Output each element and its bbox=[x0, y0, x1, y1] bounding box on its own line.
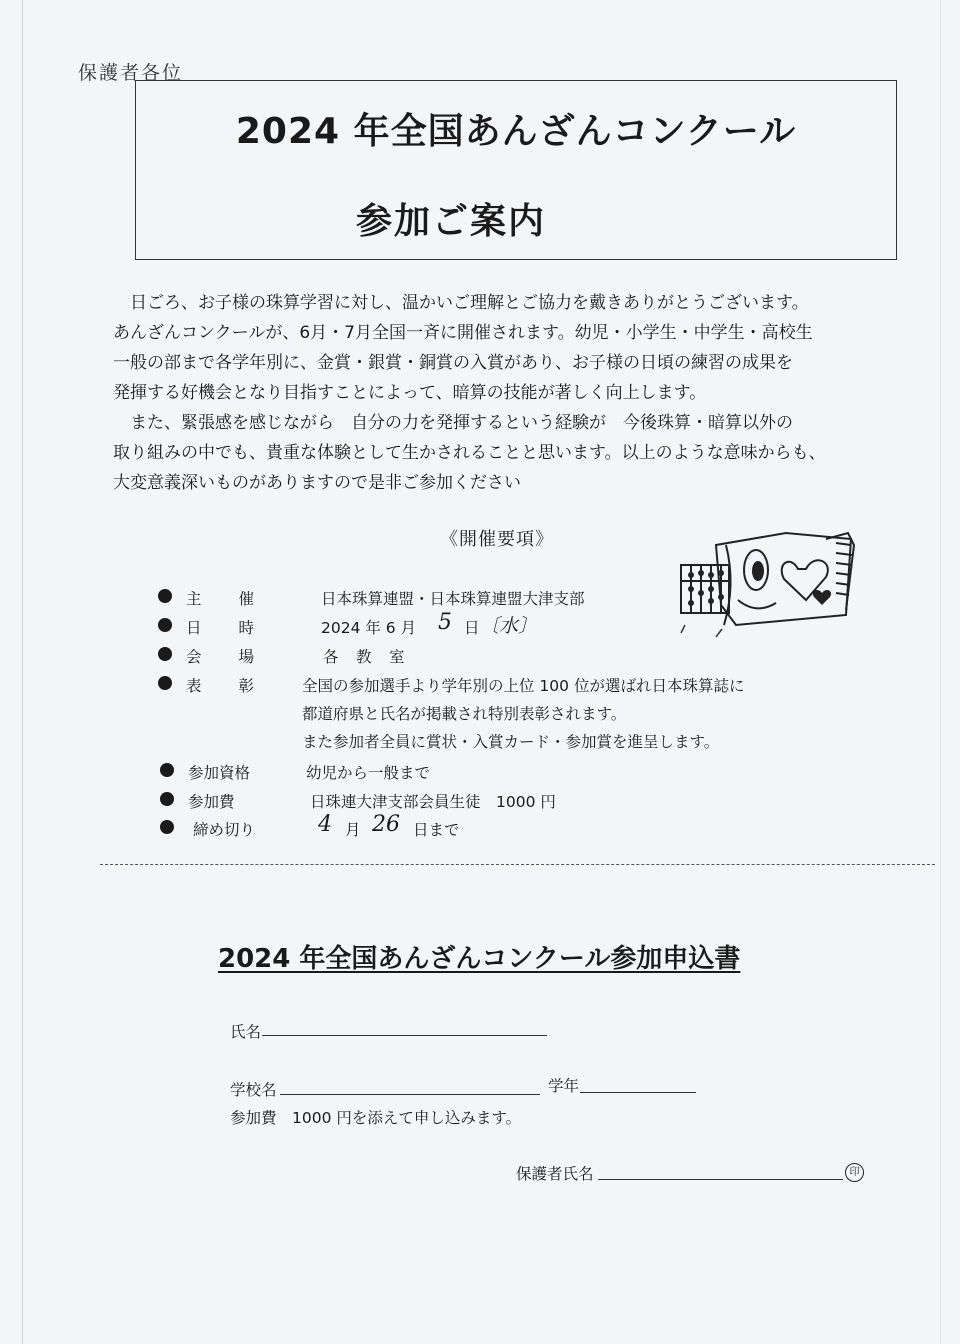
detail-eligibility bbox=[160, 761, 760, 785]
detail-value: 幼児から一般まで bbox=[306, 764, 431, 782]
bullet-icon bbox=[160, 792, 174, 806]
cut-line bbox=[100, 864, 935, 865]
guardian-field[interactable] bbox=[598, 1179, 843, 1180]
grade-field[interactable] bbox=[580, 1092, 696, 1093]
detail-value: 全国の参加選手より学年別の上位 100 位が選ばれ日本珠算誌に bbox=[302, 677, 745, 695]
name-field[interactable] bbox=[262, 1035, 547, 1036]
deadline-day-unit: 日まで bbox=[413, 821, 460, 839]
form-title: 2024 年全国あんざんコンクール参加申込書 bbox=[218, 944, 741, 974]
intro-line: 取り組みの中でも、貴重な体験として生かされることと思います。以上のような意味からも、 bbox=[113, 443, 826, 463]
page-edge bbox=[22, 0, 23, 1344]
fee-note: 参加費 1000 円を添えて申し込みます。 bbox=[230, 1109, 522, 1127]
page-edge bbox=[940, 0, 941, 1344]
details-heading: 《開催要項》 bbox=[440, 529, 554, 550]
bullet-icon bbox=[158, 676, 172, 690]
seal-mark: 印 bbox=[845, 1163, 864, 1182]
bullet-icon bbox=[160, 820, 174, 834]
detail-date bbox=[158, 610, 758, 642]
detail-organizer bbox=[158, 587, 758, 611]
detail-venue bbox=[158, 645, 758, 669]
grade-label: 学年 bbox=[548, 1077, 580, 1095]
intro-line: 大変意義深いものがありますので是非ご参加ください bbox=[113, 473, 521, 493]
award-line: 都道府県と氏名が掲載され特別表彰されます。 bbox=[302, 705, 627, 723]
detail-label: 参加費 bbox=[188, 793, 235, 811]
day-unit: 日 bbox=[464, 619, 480, 637]
bullet-icon bbox=[158, 589, 172, 603]
detail-value: 各 教 室 bbox=[323, 648, 406, 666]
detail-value: 2024 年 6 月 bbox=[321, 619, 417, 637]
handwritten-deadline-day: 26 bbox=[372, 812, 400, 837]
guardian-label: 保護者氏名 bbox=[516, 1165, 594, 1183]
intro-line: 日ごろ、お子様の珠算学習に対し、温かいご理解とご協力を戴きありがとうございます。 bbox=[113, 293, 809, 313]
detail-label: 表 彰 bbox=[186, 677, 257, 695]
page-title: 2024 年全国あんざんコンクール bbox=[235, 111, 797, 152]
school-label: 学校名 bbox=[230, 1081, 277, 1099]
intro-line: あんざんコンクールが、6月・7月全国一斉に開催されます。幼児・小学生・中学生・高校生 bbox=[113, 323, 813, 343]
detail-value: 日珠連大津支部会員生徒 1000 円 bbox=[310, 793, 556, 811]
bullet-icon bbox=[158, 618, 172, 632]
award-line: また参加者全員に賞状・入賞カード・参加賞を進呈します。 bbox=[302, 733, 720, 751]
bullet-icon bbox=[160, 763, 174, 777]
addressee: 保護者各位 bbox=[78, 62, 184, 84]
detail-award bbox=[158, 674, 818, 698]
detail-label: 会 場 bbox=[186, 648, 257, 666]
handwritten-day: 5 bbox=[438, 610, 452, 635]
intro-line: 発揮する好機会となり目指すことによって、暗算の技能が著しく向上します。 bbox=[113, 383, 707, 403]
intro-line: 一般の部まで各学年別に、金賞・銀賞・銅賞の入賞があり、お子様の日頃の練習の成果を bbox=[113, 353, 793, 373]
detail-deadline bbox=[160, 812, 760, 844]
detail-label: 参加資格 bbox=[188, 764, 251, 782]
intro-text bbox=[113, 288, 913, 498]
detail-value: 日本珠算連盟・日本珠算連盟大津支部 bbox=[321, 590, 585, 608]
title-box bbox=[135, 80, 897, 260]
school-field[interactable] bbox=[280, 1094, 540, 1095]
detail-fee bbox=[160, 790, 760, 814]
intro-line: また、緊張感を感じながら 自分の力を発揮するという経験が 今後珠算・暗算以外の bbox=[113, 413, 793, 433]
page-subtitle: 参加ご案内 bbox=[355, 201, 546, 242]
month-unit: 月 bbox=[345, 821, 361, 839]
detail-label: 主 催 bbox=[186, 590, 257, 608]
handwritten-month: 4 bbox=[318, 812, 332, 837]
detail-label: 締め切り bbox=[193, 821, 256, 839]
bullet-icon bbox=[158, 647, 172, 661]
handwritten-weekday: 〔水〕 bbox=[480, 615, 538, 637]
name-label: 氏名 bbox=[230, 1023, 262, 1041]
detail-label: 日 時 bbox=[186, 619, 257, 637]
